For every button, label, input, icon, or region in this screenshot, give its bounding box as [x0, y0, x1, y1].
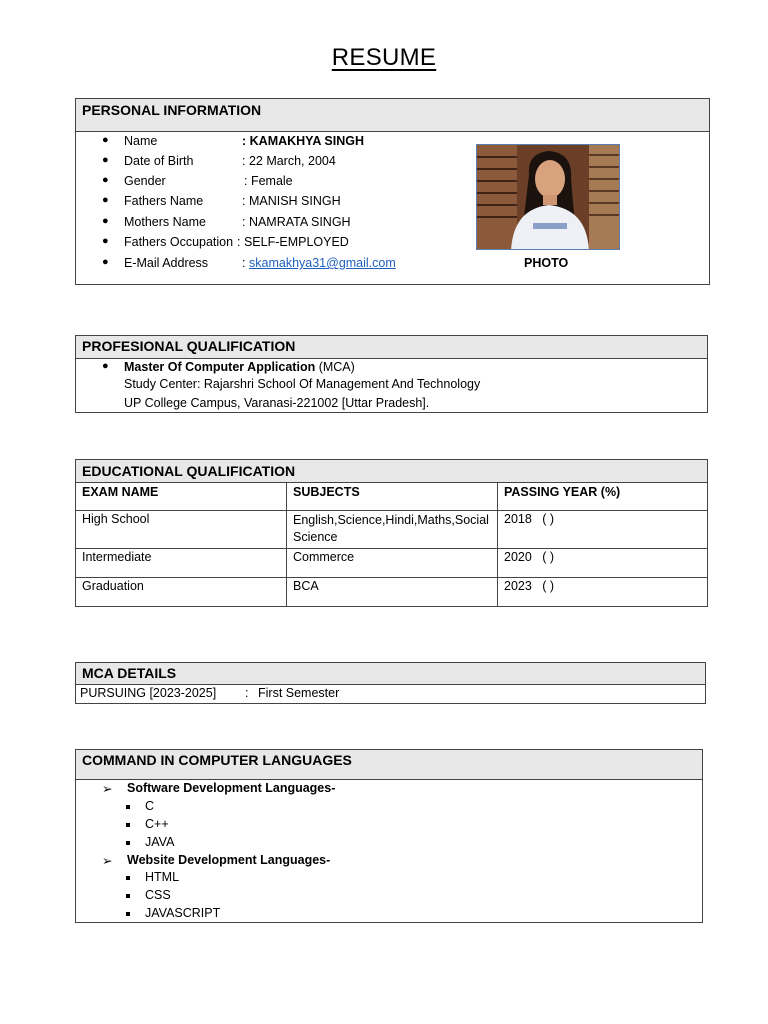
bullet-icon: ● — [102, 235, 109, 247]
square-bullet-icon — [126, 817, 130, 831]
educational-qualification-section — [75, 459, 708, 604]
email-link[interactable]: skamakhya31@gmail.com — [249, 256, 396, 270]
square-bullet-icon — [126, 835, 130, 849]
field-label: E-Mail Address — [124, 256, 209, 270]
education-table — [75, 482, 708, 607]
language-item: JAVASCRIPT — [145, 906, 221, 920]
field-label: Name — [124, 134, 158, 148]
field-label: Fathers Occupation — [124, 235, 234, 249]
column-header: PASSING YEAR (%) — [498, 483, 708, 511]
section-heading: EDUCATIONAL QUALIFICATION — [75, 459, 708, 482]
table-cell: Graduation — [76, 578, 287, 607]
mca-separator: : — [245, 686, 249, 700]
table-row — [76, 511, 708, 549]
field-label: Mothers Name — [124, 215, 206, 229]
language-item: C++ — [145, 817, 169, 831]
table-cell: 2018 ( ) — [498, 511, 708, 549]
table-cell: 2020 ( ) — [498, 549, 708, 578]
table-cell: BCA — [287, 578, 498, 607]
table-cell: Intermediate — [76, 549, 287, 578]
field-value: : MANISH SINGH — [242, 194, 341, 208]
field-value: : SELF-EMPLOYED — [237, 235, 349, 249]
field-value: : 22 March, 2004 — [242, 154, 336, 168]
square-bullet-icon — [126, 888, 130, 902]
language-item: C — [145, 799, 155, 813]
degree-line — [124, 360, 355, 374]
column-header: EXAM NAME — [76, 483, 287, 511]
field-label: Gender — [124, 174, 166, 188]
table-cell: 2023 ( ) — [498, 578, 708, 607]
field-label: Fathers Name — [124, 194, 204, 208]
bullet-icon: ● — [102, 134, 109, 146]
square-bullet-icon — [126, 799, 130, 813]
bullet-icon: ● — [102, 215, 109, 227]
language-group-title: Website Development Languages- — [127, 853, 331, 867]
degree-name: Master Of Computer Application — [124, 360, 316, 374]
photo-label: PHOTO — [524, 256, 569, 270]
mca-status: PURSUING [2023-2025] — [80, 686, 217, 700]
section-heading: COMMAND IN COMPUTER LANGUAGES — [76, 750, 702, 780]
field-value: : Female — [244, 174, 293, 188]
arrow-bullet-icon: ➢ — [102, 854, 113, 868]
square-bullet-icon — [126, 870, 130, 884]
section-heading: PERSONAL INFORMATION — [76, 99, 709, 132]
language-item: CSS — [145, 888, 171, 902]
profile-photo — [476, 144, 620, 250]
field-value: : KAMAKHYA SINGH — [242, 134, 364, 148]
degree-abbreviation: (MCA) — [318, 360, 355, 374]
bullet-icon: ● — [102, 256, 109, 268]
table-cell: High School — [76, 511, 287, 549]
mca-semester: First Semester — [258, 686, 340, 700]
bullet-icon: ● — [102, 174, 109, 186]
page-title: RESUME — [331, 44, 437, 71]
table-row — [76, 578, 708, 607]
table-cell: Commerce — [287, 549, 498, 578]
language-group-title: Software Development Languages- — [127, 781, 336, 795]
bullet-icon: ● — [102, 154, 109, 166]
section-heading: PROFESIONAL QUALIFICATION — [76, 336, 707, 359]
section-heading: MCA DETAILS — [76, 663, 705, 685]
bullet-icon: ● — [102, 360, 109, 372]
table-header-row — [76, 483, 708, 511]
language-item: JAVA — [145, 835, 175, 849]
arrow-bullet-icon: ➢ — [102, 782, 113, 796]
field-label: Date of Birth — [124, 154, 194, 168]
square-bullet-icon — [126, 906, 130, 920]
study-center: Study Center: Rajarshri School Of Management And Technology — [124, 377, 481, 391]
language-item: HTML — [145, 870, 180, 884]
column-header: SUBJECTS — [287, 483, 498, 511]
study-address: UP College Campus, Varanasi-221002 [Uttar Pradesh]. — [124, 396, 430, 410]
person-photo-icon — [477, 145, 620, 250]
table-row — [76, 549, 708, 578]
field-value: : NAMRATA SINGH — [242, 215, 351, 229]
bullet-icon: ● — [102, 194, 109, 206]
table-cell: English,Science,Hindi,Maths,Social Science — [287, 511, 498, 549]
field-value: : — [242, 256, 246, 270]
